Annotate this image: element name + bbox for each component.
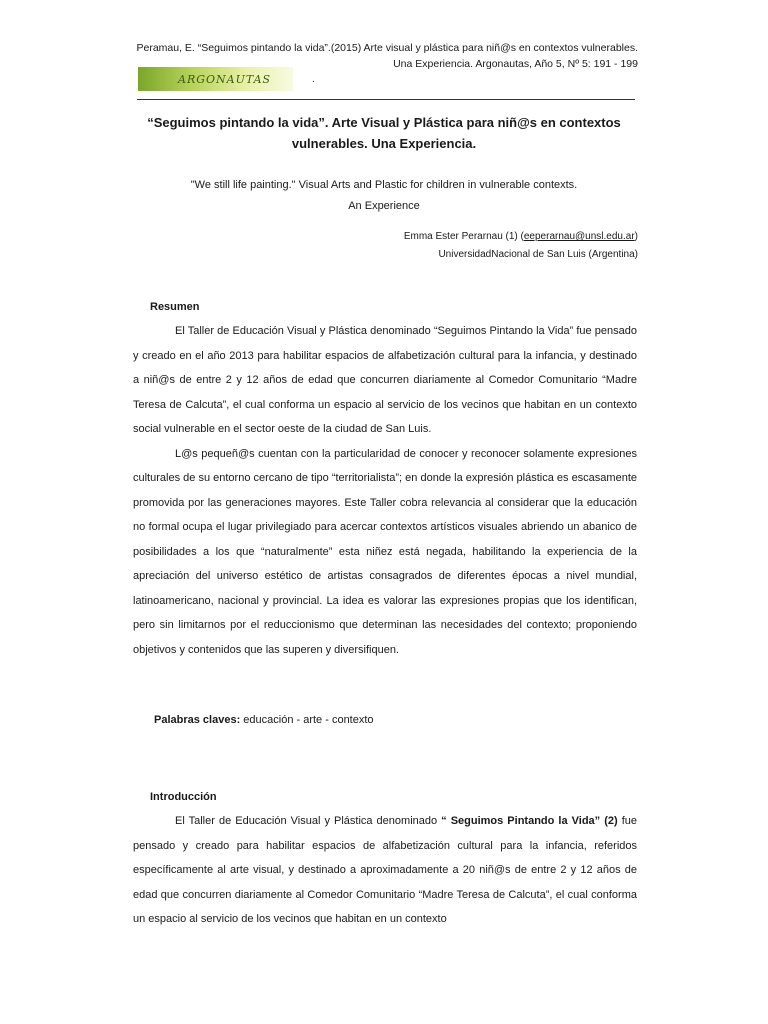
- logo-text: ARGONAUTAS: [178, 72, 272, 86]
- keywords-label: Palabras claves:: [154, 714, 241, 726]
- introduccion-heading: Introducción: [150, 791, 217, 803]
- citation-line-2: Una Experiencia. Argonautas, Año 5, Nº 5: 191 - 199: [393, 58, 638, 70]
- keywords-values: educación - arte - contexto: [240, 714, 374, 726]
- paper-title: [130, 112, 638, 154]
- resumen-paragraph-1: El Taller de Educación Visual y Plástica denominado “Seguimos Pintando la Vida” fue pensado y creado en el año 2013 para habilitar espacios de alfabetización cultural para la infancia, y destinado a niñ@s de entre 2 y 12 años de edad que concurren diariamente al Comedor Comunitario “Madre Teresa de Calcuta”, el cual conforma un espacio al servicio de los vecinos que habitan en un contexto social vulnerable en el sector oeste de la ciudad de San Luis.: [133, 325, 637, 435]
- header-rule: [137, 99, 635, 100]
- subtitle-line-2: An Experience: [348, 200, 420, 212]
- intro-text-start: El Taller de Educación Visual y Plástica denominado: [175, 815, 442, 827]
- author-block: [238, 228, 638, 264]
- resumen-body: [133, 319, 637, 662]
- subtitle-line-1: "We still life painting." Visual Arts and Plastic for children in vulnerable contexts.: [190, 179, 578, 191]
- author-line: [238, 228, 638, 246]
- journal-logo: [138, 67, 293, 91]
- author-close-paren: ): [634, 231, 638, 242]
- author-affiliation: UniversidadNacional de San Luis (Argentina): [438, 249, 638, 260]
- resumen-heading: Resumen: [150, 301, 200, 313]
- resumen-paragraph-2: L@s pequeñ@s cuentan con la particularidad de conocer y reconocer solamente expresiones culturales de su entorno cercano de tipo “territorialista”; en donde la expresión plástica es escasamente promovida por las generaciones mayores. Este Taller cobra relevancia al considerar que la educación no formal ocupa el lugar privilegiado para acercar contextos artísticos visuales abriendo un abanico de posibilidades a los que “naturalmente” esta niñez está negada, habilitando la experiencia de la apreciación del universo estético de artistas consagrados de diferentes épocas a nivel mundial, latinoamericano, nacional y provincial. La idea es valorar las expresiones propias que los identifican, pero sin limitarnos por el reduccionismo que determinan las necesidades del contexto; proponiendo objetivos y contenidos que las superen y diversifiquen.: [133, 447, 637, 656]
- intro-text-bold: “ Seguimos Pintando la Vida” (2): [441, 815, 618, 827]
- keywords: [154, 714, 374, 726]
- introduccion-body: [133, 809, 637, 932]
- citation-line-1: Peramau, E. “Seguimos pintando la vida”.(2015) Arte visual y plástica para niñ@s en contextos vulnerables.: [136, 42, 638, 54]
- logo-dot: .: [312, 74, 315, 85]
- title-line-2: vulnerables. Una Experiencia.: [291, 136, 477, 151]
- title-line-1: “Seguimos pintando la vida”. Arte Visual y Plástica para niñ@s en contextos: [147, 115, 621, 130]
- intro-text-rest: fue pensado y creado para habilitar espacios de alfabetización cultural para la infancia, referidos específicamente al arte visual, y destinado a aproximadamente a 20 niñ@s de entre 2 y 12 años de edad que concurren diariamente al Comedor Comunitario “Madre Teresa de Calcuta”, el cual conforma un espacio al servicio de los vecinos que habitan en un contexto: [133, 815, 637, 925]
- author-name: Emma Ester Perarnau (1) (: [403, 231, 524, 242]
- author-email-link[interactable]: eeperarnau@unsl.edu.ar: [523, 231, 635, 242]
- paper-subtitle-english: [130, 175, 638, 217]
- introduccion-paragraph: [133, 809, 637, 932]
